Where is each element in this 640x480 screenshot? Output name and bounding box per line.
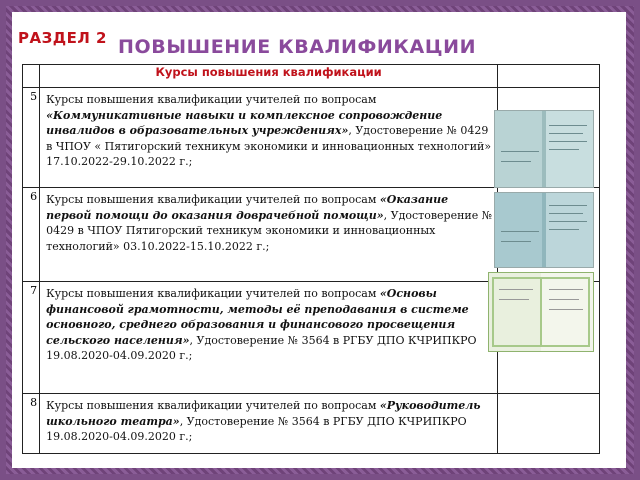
row-text [40, 394, 498, 454]
row-details: , Удостоверение № 0429 в ЧПОУ Пятигорский техникум экономики и инновационных технологий» 03.10.2022-15.10.2022 г.; [46, 208, 493, 253]
row-details: , Удостоверение № 3564 в РГБУ ДПО КЧРИПКРО 19.08.2020-04.09.2020 г.; [46, 414, 467, 443]
page-title: ПОВЫШЕНИЕ КВАЛИФИКАЦИИ [118, 36, 477, 58]
row-text [40, 88, 498, 188]
section-label: РАЗДЕЛ 2 [18, 29, 107, 47]
row-topic: «Коммуникативные навыки и комплексное сопровождение инвалидов в образовательных учреждениях» [46, 108, 443, 137]
row-topic: «Основы финансовой грамотности, методы её преподавания в системе основного, среднего образования и финансового просвещения сельского населения» [46, 287, 469, 347]
row-intro: Курсы повышения квалификации учителей по вопросам [46, 287, 377, 300]
image-cell [498, 394, 600, 454]
row-intro: Курсы повышения квалификации учителей по вопросам [46, 93, 377, 106]
table-header: Курсы повышения квалификации [40, 65, 498, 88]
row-intro: Курсы повышения квалификации учителей по вопросам [46, 193, 377, 206]
row-topic: «Руководитель школьного театра» [46, 399, 481, 428]
row-number: 5 [23, 88, 40, 188]
header-num-cell [23, 65, 40, 88]
row-topic: «Оказание первой помощи до оказания доврачебной помощи» [46, 193, 449, 222]
row-intro: Курсы повышения квалификации учителей по вопросам [46, 399, 377, 412]
header-image-cell [498, 65, 600, 88]
row-details: , Удостоверение № 3564 в РГБУ ДПО КЧРИПКРО 19.08.2020-04.09.2020 г.; [46, 333, 477, 362]
row-details: , Удостоверение № 0429 в ЧПОУ « Пятигорский техникум экономики и инновационных технологий» 17.10.2022-29.10.2022 г.; [46, 124, 492, 168]
certificate-image [494, 110, 594, 188]
row-number: 8 [23, 394, 40, 454]
table-header-row [23, 65, 600, 88]
table-row [23, 394, 600, 454]
certificate-image [494, 192, 594, 268]
row-text [40, 188, 498, 282]
row-number: 7 [23, 282, 40, 394]
row-text [40, 282, 498, 394]
row-number: 6 [23, 188, 40, 282]
certificate-image [488, 272, 594, 352]
